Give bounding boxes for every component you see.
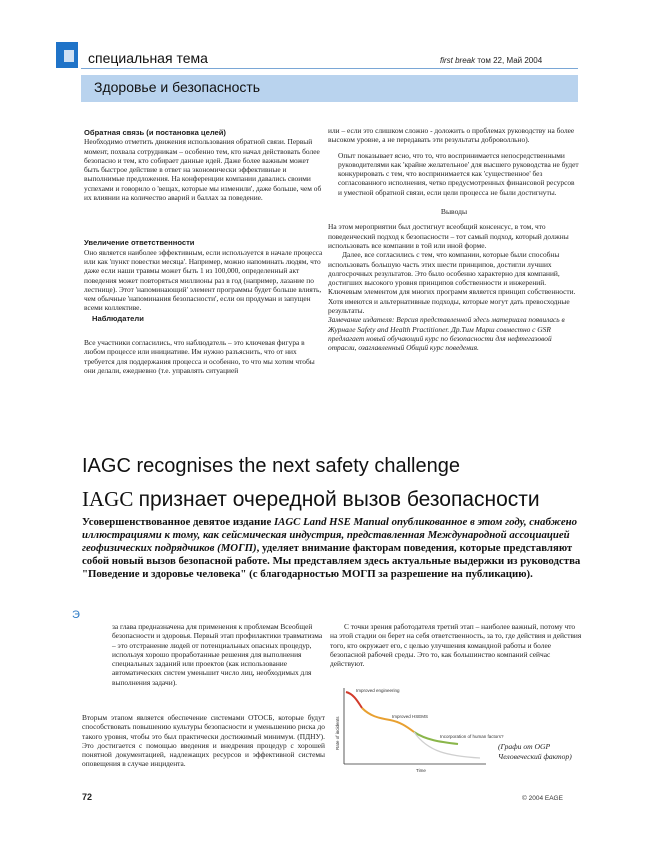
issue-info [440, 56, 542, 65]
feedback-heading: Обратная связь (и постановка целей) [84, 128, 226, 137]
page-number: 72 [82, 792, 93, 802]
right-column [328, 126, 580, 353]
intro-part-a: Усовершенствованное девятое издание [82, 516, 274, 528]
label-human-factors: Incorporation of human factors? [440, 734, 504, 739]
label-hsems: Improved HSEMS [392, 714, 429, 719]
body-left-column [112, 622, 325, 687]
conclusions-paragraph-1: На этом мероприятии был достигнут всеобщий консенсус, в том, что поведенческий подход к безопасности – тот самый подход, который должны использовать все компании в той или иной форме. [328, 222, 569, 250]
journal-name: first break [440, 56, 476, 65]
header-rule [81, 68, 578, 69]
right-paragraph-1: или – если это слишком сложно - доложить о проблемах руководству на более высоком уровне, а не передавать эти результаты доброволльно). [328, 126, 575, 145]
figure-x-label: Time [416, 768, 426, 773]
body-left-column-2 [82, 713, 325, 769]
article-title-en: IAGC recognises the next safety challenge [82, 455, 460, 477]
section-title: специальная тема [88, 50, 208, 66]
right-paragraph-2: Опыт показывает ясно, что то, что воспринимается непосредственными руководителями как 'крайне желательное' для высшего руководства не будет конкурировать с тем, что воспринимается как 'существенное' без согласованного исполнения, четко предусмотренных финансовой ресурсов и умеcтной обратной связи, если цели процесса не были достигнуты. [338, 150, 579, 197]
page-subtitle: Здоровье и безопасность [94, 79, 261, 95]
intro-part-d: , уделяет внимание факторам поведения, которые представляют собой новый вызов безопасной работе. Мы представляем здесь актуальные выдержки из руководства "Поведение и здоровье человека" (с благодарностью МОГП за разрешение на публикацию). [82, 542, 581, 580]
responsibility-paragraph: Оно является наиболее эффективным, если используется в начале процесса или как 'пункт повестки месяца'. Например, можно напоминать людям, что даже если наши травмы может быть 1 из 100,000, определенный акт поведения может повторяться миллионы раз в год (например, лазание по лестнице). Этот 'напоминающий' элемент программы будет больше влиять, чем обычные 'напоминания безопасности', если он продуман и запущен всеми коллективе. [84, 247, 323, 313]
issue-number: том 22, Май 2004 [477, 56, 543, 65]
observers-paragraph: Все участники согласились, что наблюдатель – это ключевая фигура в любом процессе или инициативе. Им нужно разъяснить, что от них требуется для поддержания процесса и особенно, то что мы хотим чтобы они делали, ежедневно (т.е. управлять ситуацией [84, 338, 315, 375]
article-title-ru-text: признает очередной вызов безопасности [138, 488, 540, 511]
article-intro [82, 516, 582, 581]
article-title-ru [82, 487, 540, 512]
body-right-paragraph: С точки зрения работодателя третий этап – наиболее важный, потому что на этой стадии он берет на себя ответственность, за то, где действия и действия того, кто окружает его, с целью улучшения командной работы и более безопасной рабочей среды. Это то, как большинство компаний сейчас действуют. [330, 622, 582, 669]
conclusions-heading: Выводы [440, 207, 468, 217]
responsibility-heading: Увеличение ответственности [84, 238, 195, 248]
intro-part-c: опубликованное в этом году, снабжено иллюстрациями к тому, как сейсмическая индустрия, представленная Международной ассоциацией геофизических подрядчиков (МОГП) [82, 516, 578, 554]
observers-heading: Наблюдатели [92, 313, 144, 323]
body-left-paragraph-2: Вторым этапом является обеспечение системами ОТОСБ, которые будут способствовать повышению культуры безопасности и уменьшению риска до такого уровня, чтобы это был практически достижимый минимум. (ПДНУ). Это достигается с помощью введения и внедрения процедур с хорошей понятной документацией, надлежащих ресурсов и эффективной системы оповещения в случае инцидента. [82, 713, 325, 769]
copyright: © 2004 EAGE [522, 795, 563, 802]
figure-caption: (Графи от OGP Человеческий фактор) [498, 742, 572, 761]
article-title-ru-prefix: IAGC [82, 487, 134, 511]
section-marker-inner [64, 50, 74, 62]
continuation-icon: Э [72, 609, 80, 621]
left-column [84, 128, 325, 375]
conclusions-paragraph-2: Далее, все согласились с тем, что компании, которые были способны использовать большую часть этих шести принципов, достигли лучших долгосрочных результатов. Это было особенно характерно для компаний, достигших высокого уровня принципов собственности и инжерений. Ключевым элементом для многих программ является принцип собственности. Хотя имеются и альтернативные подходы, которые могут дать превосходные результаты. [328, 250, 576, 316]
incidents-figure [330, 680, 504, 778]
body-right-column [330, 622, 582, 668]
figure-y-label: Rate of incidents [335, 716, 340, 750]
intro-part-b: IAGC Land HSE Manual [273, 516, 389, 528]
label-engineering: Improved engineering [356, 688, 400, 693]
feedback-paragraph: Необходимо отметить движения использования обратной связи. Первый момент, похвала сотрудникам – особенно тем, кто начал действовать более безопасно и тем, кто собирает данные идей. Даже более важным может быть быстрое действие в ответ на экономически эффективные и выполнимые предложения. На конференции компании давались своими успехами и говорило о 'вещах, которые мы изменили', даже больше, чем об их влиянии на количество аварий и баллах за поведение. [84, 137, 322, 203]
editor-note: Замечание издателя: Версия представленной здесь материала появилась в Журнале Safety and Health Practitioner. Др.Тим Марш совместно с GSR предлагает новый обучающий курс по безопасности для нефтегазовой отрасли, озаглавленный Общий курс поведения. [328, 315, 565, 353]
body-left-paragraph: за глава предназначена для применения к проблемам Всеобщей безопасности и здоровья. Первый этап профилактики травматизма – это отстранение людей от потенциальных опасных процедур, используя хорошо проработанные решения для выполнения специальных заданий или проектов (как использование автоматических систем уменьшит число лиц, необходимых для выполнения задачи). [112, 622, 323, 687]
